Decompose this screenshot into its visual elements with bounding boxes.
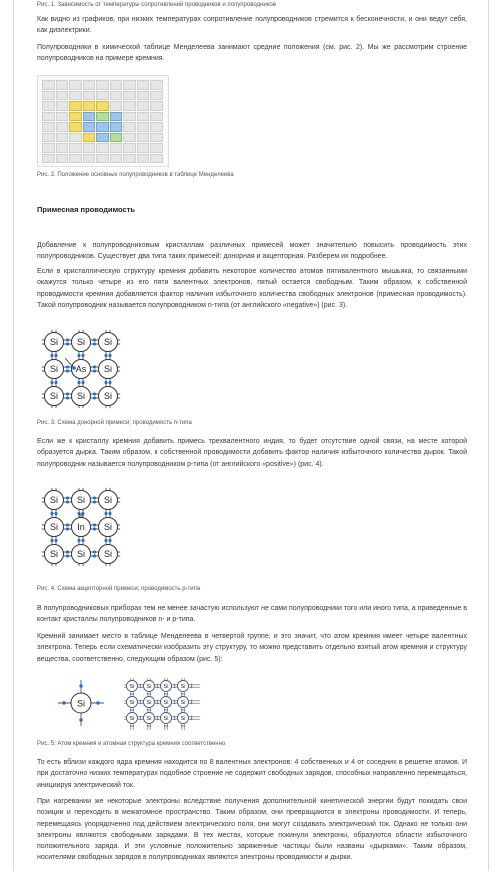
electron <box>157 716 159 718</box>
table-cell <box>110 154 123 164</box>
figure-5-caption: Рис. 5. Атом кремния и атомная структура кремния соответственно <box>37 741 226 747</box>
table-cell <box>83 91 96 101</box>
atom-label: Si <box>103 391 113 402</box>
atom-label: As <box>75 364 87 375</box>
table-cell <box>123 133 136 143</box>
periodic-table-image <box>37 75 169 167</box>
table-cell <box>42 154 55 164</box>
content-border-right <box>488 0 489 871</box>
atom-label: Si <box>76 549 86 560</box>
table-cell <box>96 91 109 101</box>
electron <box>93 397 96 400</box>
table-cell <box>150 91 163 101</box>
electron <box>174 718 176 720</box>
electron <box>140 700 142 702</box>
electron <box>51 539 54 542</box>
paragraph: В полупроводниковых приборах тем не менее зачастую используют не сами полупроводники того или иного типа, а приведенные в контакт кристаллы полупроводников n- и p-типа. <box>37 605 467 624</box>
electron <box>166 709 168 711</box>
electron <box>157 718 159 720</box>
table-cell <box>83 143 96 153</box>
electron <box>93 524 96 527</box>
table-cell <box>96 101 109 111</box>
electron <box>140 718 142 720</box>
atom-label: Si <box>49 337 59 348</box>
table-cell <box>42 122 55 132</box>
electron <box>174 716 176 718</box>
electron <box>132 709 134 711</box>
content-border-left <box>13 0 14 871</box>
table-cell <box>110 91 123 101</box>
electron <box>51 512 54 515</box>
figure-4-caption: Рис. 4. Схема акцепторной примеси; проводимость p-типа <box>37 586 201 592</box>
paragraph: При нагревании же некоторые электроны вследствие получения дополнительной кинетической энергии будут покидать свои позиции и переходить в межатомное пространство. Таким образом, они превращаются в электроны проводимости. И теперь, перемещаясь упорядоченно под действием электрического поля, они могут создавать электрический ток. Однако не только они электроны являются свободными зарядами. В тех местах, которые покинули электроны, образуются области избыточного положительного заряда. И эти условные положительно заряженные частицы были названы «дырками». Таким образом, носителями свободных зарядов в полупроводниках являются электроны проводимости и дырки. <box>37 798 467 862</box>
electron <box>191 718 193 720</box>
electron <box>183 709 185 711</box>
electron <box>96 701 99 704</box>
atom-label: Si <box>103 522 113 533</box>
electron <box>191 716 193 718</box>
table-cell <box>110 122 123 132</box>
electron <box>82 381 85 384</box>
electron <box>140 716 142 718</box>
atom-label: Si <box>163 700 169 706</box>
table-cell <box>137 154 150 164</box>
table-cell <box>137 133 150 143</box>
electron <box>157 684 159 686</box>
electron <box>140 686 142 688</box>
atom-label: Si <box>76 337 86 348</box>
electron <box>149 693 151 695</box>
electron <box>140 702 142 704</box>
electron <box>191 686 193 688</box>
paragraph: Добавление к полупроводниковым кристаллам различных примесей может значительно повысить проводимость этих полупроводников. Существует два типа таких примесей: донорная и акцепторная. Разберем их подробнее. <box>37 242 467 261</box>
electron <box>66 551 69 554</box>
electron <box>93 339 96 342</box>
table-cell <box>56 122 69 132</box>
electron <box>55 539 58 542</box>
paragraph: Если же к кристаллу кремния добавить примесь трехвалентного индия, то будет отсутствие одной связи, на месте которой образуется дырка. Таким образом, к собственной проводимости добавить фактор наличия избыточного количества дырок. Такой полупроводник называется полупроводником p-типа (от английского «positive») (рис. 4). <box>37 438 467 468</box>
table-cell <box>137 143 150 153</box>
table-cell <box>123 80 136 90</box>
table-cell <box>42 91 55 101</box>
acceptor-impurity-diagram <box>37 483 137 571</box>
electron <box>181 693 183 695</box>
electron <box>93 343 96 346</box>
table-cell <box>123 143 136 153</box>
electron <box>82 354 85 357</box>
table-cell <box>96 112 109 122</box>
atom-label: Si <box>163 716 169 722</box>
electron <box>93 393 96 396</box>
table-cell <box>137 112 150 122</box>
hole-icon: ⊕ <box>78 513 84 520</box>
electron <box>181 725 183 727</box>
atom-label: Si <box>146 716 152 722</box>
electron <box>51 381 54 384</box>
electron <box>183 693 185 695</box>
electron <box>66 343 69 346</box>
table-cell <box>42 80 55 90</box>
electron <box>132 693 134 695</box>
table-cell <box>123 101 136 111</box>
electron <box>78 381 81 384</box>
table-cell <box>96 143 109 153</box>
section-heading: Примесная проводимость <box>37 205 135 214</box>
table-cell <box>123 112 136 122</box>
table-cell <box>110 101 123 111</box>
table-cell <box>83 122 96 132</box>
table-cell <box>56 143 69 153</box>
table-cell <box>96 133 109 143</box>
table-cell <box>69 143 82 153</box>
table-cell <box>150 112 163 122</box>
electron <box>93 528 96 531</box>
atom-label: Si <box>103 364 113 375</box>
electron <box>174 702 176 704</box>
electron <box>66 393 69 396</box>
table-cell <box>69 91 82 101</box>
table-cell <box>42 143 55 153</box>
electron <box>191 700 193 702</box>
electron <box>55 512 58 515</box>
electron <box>93 370 96 373</box>
atom-label: Si <box>76 698 86 709</box>
atom-label: Si <box>180 716 186 722</box>
table-cell <box>42 133 55 143</box>
atom-label: Si <box>146 700 152 706</box>
table-cell <box>69 80 82 90</box>
table-cell <box>69 112 82 122</box>
atom-label: Si <box>49 364 59 375</box>
electron <box>105 381 108 384</box>
electron <box>82 539 85 542</box>
electron <box>164 725 166 727</box>
electron <box>174 684 176 686</box>
atom-label: Si <box>146 684 152 690</box>
electron <box>191 684 193 686</box>
electron <box>174 700 176 702</box>
electron <box>149 709 151 711</box>
electron <box>66 339 69 342</box>
electron <box>132 725 134 727</box>
donor-impurity-diagram <box>37 325 137 413</box>
table-cell <box>83 133 96 143</box>
table-cell <box>150 101 163 111</box>
table-cell <box>96 122 109 132</box>
table-cell <box>56 154 69 164</box>
electron <box>147 725 149 727</box>
electron <box>130 725 132 727</box>
table-cell <box>110 143 123 153</box>
table-cell <box>137 101 150 111</box>
table-cell <box>42 112 55 122</box>
electron <box>105 539 108 542</box>
electron <box>66 501 69 504</box>
free-electron-arrow <box>65 358 73 367</box>
paragraph: Если в кристаллическую структуру кремния добавить некоторое количество атомов пятивалентного мышьяка, то связанными окажутся только четыре из его пяти валентных электронов, пятый остается свободным. Таким образом, к собственной проводимости кремния добавляется фактор наличия избыточного количества свободных электронов (примесная проводимость). Такой полупроводник называется полупроводником n-типа (от английского «negative») (рис. 3). <box>37 268 467 309</box>
electron <box>149 725 151 727</box>
table-cell <box>137 122 150 132</box>
atom-label: Si <box>49 495 59 506</box>
table-cell <box>150 122 163 132</box>
table-cell <box>150 143 163 153</box>
paragraph: Как видно из графиков, при низких температурах сопротивление полупроводников стремится к бесконечности, и они ведут себя, как диэлектрики. <box>37 16 467 35</box>
electron <box>66 366 69 369</box>
table-cell <box>69 122 82 132</box>
atom-label: Si <box>103 549 113 560</box>
table-cell <box>110 80 123 90</box>
table-cell <box>56 133 69 143</box>
silicon-lattice-diagram <box>122 676 202 732</box>
paragraph: Кремний занимает место в таблице Менделеева в четвертой группе, и это значит, что атом кремния имеет четыре валентных электрона. Теперь если схематически изобразить эту структуру, то можно представить отдельно взятый атом кремния и структуру вещества, соответственно, следующим образом (рис. 5): <box>37 633 467 663</box>
atom-label: Si <box>180 684 186 690</box>
electron <box>66 397 69 400</box>
table-cell <box>123 154 136 164</box>
electron <box>66 524 69 527</box>
electron <box>164 709 166 711</box>
electron <box>66 528 69 531</box>
atom-label: Si <box>163 684 169 690</box>
table-cell <box>123 91 136 101</box>
electron <box>93 366 96 369</box>
electron <box>174 686 176 688</box>
electron <box>109 512 112 515</box>
atom-label: Si <box>129 716 135 722</box>
electron <box>183 725 185 727</box>
table-cell <box>69 101 82 111</box>
atom-label: Si <box>180 700 186 706</box>
table-cell <box>150 80 163 90</box>
electron <box>105 354 108 357</box>
atom-label: Si <box>103 495 113 506</box>
electron <box>130 709 132 711</box>
table-cell <box>96 154 109 164</box>
atom-label: Si <box>76 495 86 506</box>
table-cell <box>137 80 150 90</box>
atom-label: Si <box>49 391 59 402</box>
table-cell <box>83 101 96 111</box>
atom-label: Si <box>76 391 86 402</box>
electron <box>66 370 69 373</box>
electron <box>78 539 81 542</box>
atom-label: Si <box>49 522 59 533</box>
paragraph: Полупроводники в химической таблице Менделеева занимают средние положения (см. рис. 2). Мы же рассмотрим строение полупроводников на примере кремния. <box>37 44 467 63</box>
figure-3-caption: Рис. 3. Схема донорной примеси; проводимость n-типа <box>37 420 192 426</box>
electron <box>157 686 159 688</box>
electron <box>55 354 58 357</box>
electron <box>157 700 159 702</box>
table-cell <box>150 133 163 143</box>
table-cell <box>83 154 96 164</box>
table-cell <box>69 133 82 143</box>
atom-label: Si <box>49 549 59 560</box>
table-cell <box>123 122 136 132</box>
paragraph: То есть вблизи каждого ядра кремния находится по 8 валентных электронов: 4 собственных и 4 от соседних в решетке атомов. И при достаточно низких температурах подобное строение не содержит свободных зарядов, способных направленно перемещаться, инициируя электрический ток. <box>37 759 467 789</box>
table-cell <box>69 154 82 164</box>
electron <box>147 709 149 711</box>
table-cell <box>83 112 96 122</box>
electron <box>93 551 96 554</box>
electron <box>66 497 69 500</box>
atom-label: Si <box>103 337 113 348</box>
electron <box>109 539 112 542</box>
atom-label: In <box>77 522 85 533</box>
electron <box>166 693 168 695</box>
electron <box>93 555 96 558</box>
table-cell <box>150 154 163 164</box>
electron <box>105 512 108 515</box>
electron <box>130 693 132 695</box>
electron <box>55 381 58 384</box>
electron <box>79 684 82 687</box>
electron <box>147 693 149 695</box>
table-cell <box>56 91 69 101</box>
table-cell <box>56 80 69 90</box>
electron <box>109 381 112 384</box>
atom-label: Si <box>129 700 135 706</box>
table-cell <box>83 80 96 90</box>
electron <box>140 684 142 686</box>
electron <box>164 693 166 695</box>
table-cell <box>137 91 150 101</box>
electron <box>51 354 54 357</box>
electron <box>93 501 96 504</box>
table-cell <box>110 133 123 143</box>
figure-1-caption: Рис. 1. Зависимость от температуры сопротивлений проводников и полупроводников <box>37 2 276 8</box>
electron <box>78 354 81 357</box>
electron <box>157 702 159 704</box>
electron <box>109 354 112 357</box>
table-cell <box>96 80 109 90</box>
electron <box>93 497 96 500</box>
silicon-atom-diagram <box>56 678 106 728</box>
atom-label: Si <box>129 684 135 690</box>
free-electron <box>72 366 76 370</box>
figure-2-caption: Рис. 2. Положение основных полупроводников в таблице Менделеева <box>37 172 234 178</box>
electron <box>66 555 69 558</box>
table-cell <box>42 101 55 111</box>
table-cell <box>56 101 69 111</box>
electron <box>191 702 193 704</box>
table-cell <box>110 112 123 122</box>
electron <box>79 718 82 721</box>
electron <box>181 709 183 711</box>
electron <box>166 725 168 727</box>
table-cell <box>56 112 69 122</box>
electron <box>62 701 65 704</box>
